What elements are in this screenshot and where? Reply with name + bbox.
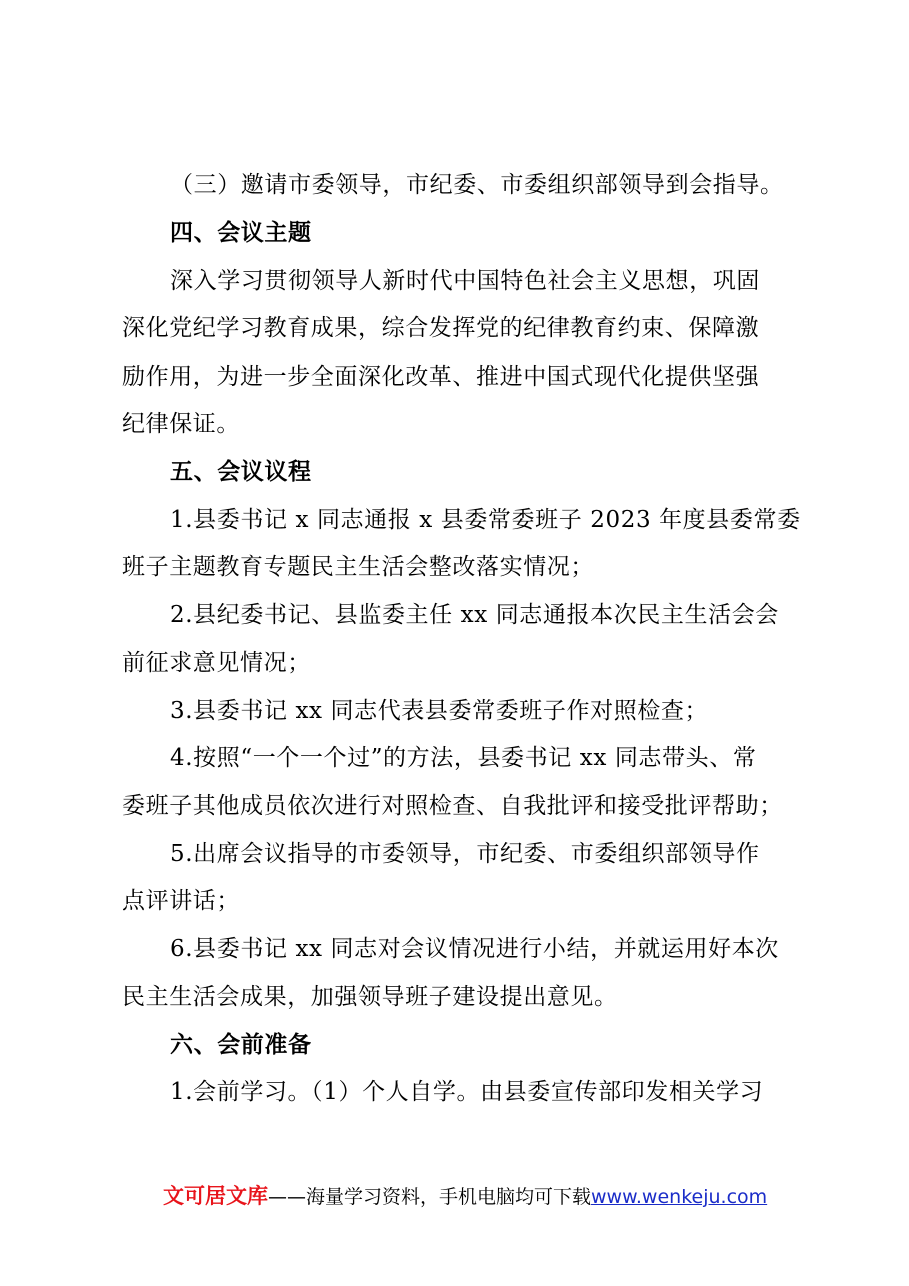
agenda-item-line: 5.出席会议指导的市委领导，市纪委、市委组织部领导作: [170, 841, 760, 867]
footer-banner: [163, 1181, 767, 1212]
agenda-item-line: 点评讲话；: [122, 888, 240, 914]
agenda-item-line: 委班子其他成员依次进行对照检查、自我批评和接受批评帮助；: [122, 793, 783, 819]
footer-brand: 文可居文库: [163, 1184, 268, 1208]
paragraph-line: （三）邀请市委领导，市纪委、市委组织部领导到会指导。: [170, 172, 784, 198]
paragraph-line: 励作用，为进一步全面深化改革、推进中国式现代化提供坚强: [122, 364, 760, 390]
agenda-item-line: 民主生活会成果，加强领导班子建设提出意见。: [122, 984, 618, 1010]
section-heading-pre-meeting-preparation: 六、会前准备: [170, 1031, 312, 1058]
paragraph-line: 纪律保证。: [122, 411, 240, 437]
paragraph-line: 1.会前学习。（1）个人自学。由县委宣传部印发相关学习: [170, 1079, 764, 1105]
section-heading-meeting-theme: 四、会议主题: [170, 219, 312, 246]
paragraph-line: 深化党纪学习教育成果，综合发挥党的纪律教育约束、保障激: [122, 315, 760, 341]
agenda-item-line: 3.县委书记 xx 同志代表县委常委班子作对照检查；: [170, 698, 709, 724]
footer-tagline: ——海量学习资料，手机电脑均可下载: [268, 1186, 592, 1208]
paragraph-line: 深入学习贯彻领导人新时代中国特色社会主义思想，巩固: [170, 268, 760, 294]
agenda-item-line: 1.县委书记 x 同志通报 x 县委常委班子 2023 年度县委常委: [170, 507, 801, 533]
agenda-item-line: 班子主题教育专题民主生活会整改落实情况；: [122, 554, 594, 580]
agenda-item-line: 6.县委书记 xx 同志对会议情况进行小结，并就运用好本次: [170, 936, 779, 962]
agenda-item-line: 前征求意见情况；: [122, 650, 311, 676]
section-heading-meeting-agenda: 五、会议议程: [170, 458, 312, 485]
agenda-item-line: 2.县纪委书记、县监委主任 xx 同志通报本次民主生活会会: [170, 602, 779, 628]
agenda-item-line: 4.按照“一个一个过”的方法，县委书记 xx 同志带头、常: [170, 745, 757, 771]
footer-website-link[interactable]: www.wenkeju.com: [591, 1186, 768, 1208]
